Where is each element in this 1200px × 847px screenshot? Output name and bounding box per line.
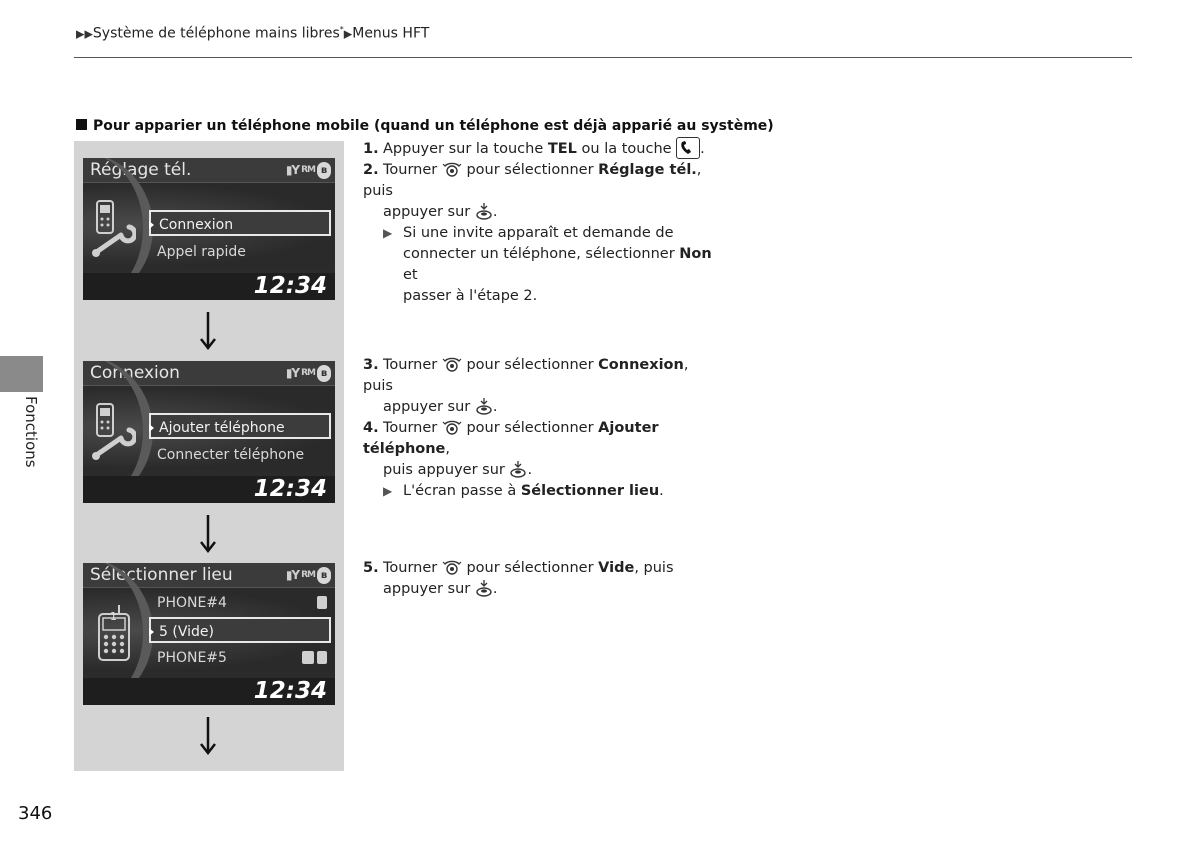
note-arrow-icon: ▶ — [383, 226, 393, 240]
clock-bar — [83, 273, 335, 300]
screen-selectionner-lieu — [83, 563, 335, 705]
roaming-label: RM — [301, 165, 315, 175]
screen-title: Connexion — [90, 363, 180, 383]
signal-icon: ▮Y — [285, 163, 300, 177]
down-arrow-icon — [198, 310, 218, 350]
signal-icon: ▮Y — [285, 366, 300, 380]
roaming-label: RM — [301, 570, 315, 580]
menu-item-selected[interactable]: 5 (Vide) — [149, 617, 331, 643]
screen-title: Réglage tél. — [90, 160, 192, 180]
step-4-note: ▶ L'écran passe à Sélectionner lieu. — [363, 481, 723, 502]
chapter-tab — [0, 356, 43, 392]
status-icons — [286, 161, 331, 179]
menu-item-selected[interactable]: Connexion — [149, 210, 331, 236]
press-dial-icon — [475, 397, 493, 415]
section-heading — [76, 118, 774, 134]
note-arrow-icon: ▶ — [383, 484, 393, 498]
square-bullet-icon — [76, 119, 87, 130]
bluetooth-icon: ʙ — [317, 162, 331, 179]
menu-item[interactable]: PHONE#4 — [149, 590, 331, 616]
breadcrumb-item: Système de téléphone mains libres — [92, 25, 340, 42]
cursor-icon — [149, 628, 154, 636]
phone-tag-icon — [317, 596, 327, 609]
down-arrow-icon — [198, 513, 218, 553]
asterisk: * — [339, 25, 344, 34]
breadcrumb — [76, 25, 429, 42]
press-dial-icon — [475, 579, 493, 597]
press-dial-icon — [509, 460, 527, 478]
step-2-note: ▶ Si une invite apparaît et demande de connecter un téléphone, sélectionner Non et passer à l'étape 2. — [383, 225, 712, 304]
page-number: 346 — [18, 803, 53, 824]
phone-wrench-icon — [91, 197, 136, 259]
status-icons — [286, 566, 331, 584]
clock-bar — [83, 678, 335, 705]
screen-title: Sélectionner lieu — [90, 565, 233, 585]
down-arrow-icon — [198, 715, 218, 755]
menu-item[interactable]: Appel rapide — [157, 244, 246, 260]
interface-dial-icon — [442, 355, 462, 373]
step-4: 4. Tourner pour sélectionner Ajouter téléphone, — [363, 420, 659, 457]
bluetooth-icon: ʙ — [317, 567, 331, 584]
clock: 12:34 — [253, 476, 327, 502]
clock-bar — [83, 476, 335, 503]
screen-body — [83, 386, 335, 470]
steps-1-2 — [363, 137, 723, 307]
clock: 12:34 — [253, 678, 327, 704]
screen-connexion — [83, 361, 335, 503]
clock: 12:34 — [253, 273, 327, 299]
signal-icon: ▮Y — [285, 568, 300, 582]
step-3: 3. Tourner pour sélectionner Connexion, puis — [363, 357, 689, 394]
voice-tag-icon — [302, 651, 314, 664]
status-icons — [286, 364, 331, 382]
step-3-cont: appuyer sur . — [383, 399, 498, 415]
slot-number: 1 — [110, 610, 117, 623]
cursor-icon — [149, 221, 154, 229]
steps-3-4 — [363, 355, 723, 502]
breadcrumb-arrow-icon: ▶ — [343, 27, 353, 41]
menu-item-selected[interactable]: Ajouter téléphone — [149, 413, 331, 439]
step-5-cont: appuyer sur . — [383, 581, 498, 597]
menu-item[interactable]: PHONE#5 — [149, 645, 331, 671]
chapter-label: Fonctions — [22, 396, 40, 468]
interface-dial-icon — [442, 558, 462, 576]
interface-dial-icon — [442, 418, 462, 436]
step-4-cont: puis appuyer sur . — [383, 462, 533, 478]
section-heading-text: Pour apparier un téléphone mobile (quand un téléphone est déjà apparié au système) — [93, 118, 774, 134]
menu-item[interactable]: Connecter téléphone — [157, 447, 305, 463]
phone-wrench-icon — [91, 400, 136, 462]
cursor-icon — [149, 424, 154, 432]
step-5: 5. Tourner pour sélectionner Vide, puis — [363, 560, 674, 576]
header-rule — [74, 57, 1132, 58]
screen-body — [83, 588, 335, 672]
breadcrumb-item: Menus HFT — [352, 25, 430, 42]
bluetooth-icon: ʙ — [317, 365, 331, 382]
step-2: 2. Tourner pour sélectionner Réglage tél., puis — [363, 162, 702, 199]
press-dial-icon — [475, 202, 493, 220]
phone-tag-icon — [317, 651, 327, 664]
screen-reglage-tel — [83, 158, 335, 300]
breadcrumb-arrow-icon: ▶▶ — [76, 27, 93, 41]
step-2-cont: appuyer sur . — [383, 204, 498, 220]
interface-dial-icon — [442, 160, 462, 178]
roaming-label: RM — [301, 368, 315, 378]
step-1: 1. Appuyer sur la touche TEL ou la touche . — [363, 137, 723, 160]
screen-body — [83, 183, 335, 267]
phone-button-icon — [676, 137, 700, 159]
step-5-block — [363, 558, 723, 600]
